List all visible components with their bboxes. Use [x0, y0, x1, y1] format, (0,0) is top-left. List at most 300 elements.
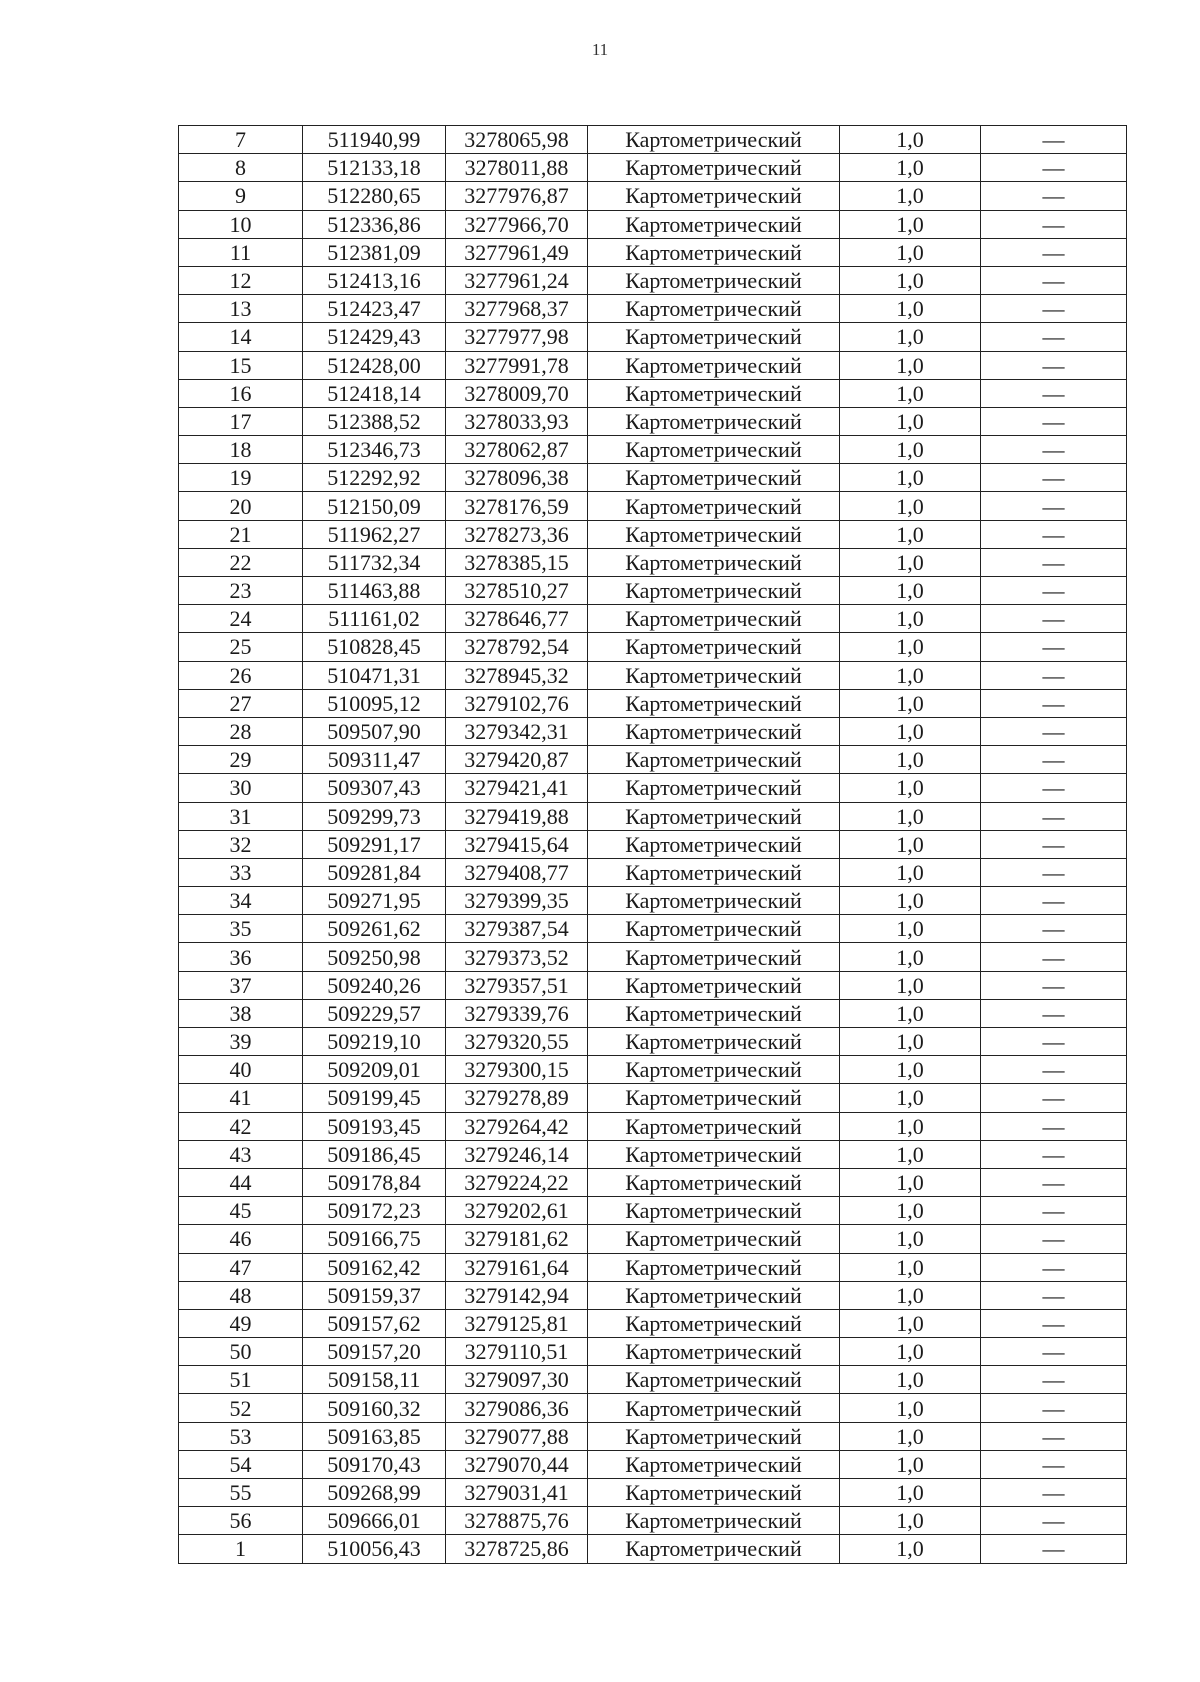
y-coordinate-cell: 3279342,31 [446, 717, 588, 745]
note-cell: — [981, 210, 1127, 238]
point-number-cell: 36 [179, 943, 303, 971]
point-number-cell: 52 [179, 1394, 303, 1422]
method-cell: Картометрический [588, 577, 840, 605]
accuracy-cell: 1,0 [840, 407, 981, 435]
x-coordinate-cell: 509261,62 [303, 915, 446, 943]
method-cell: Картометрический [588, 351, 840, 379]
accuracy-cell: 1,0 [840, 802, 981, 830]
x-coordinate-cell: 509172,23 [303, 1197, 446, 1225]
note-cell: — [981, 858, 1127, 886]
accuracy-cell: 1,0 [840, 746, 981, 774]
method-cell: Картометрический [588, 1309, 840, 1337]
y-coordinate-cell: 3279202,61 [446, 1197, 588, 1225]
y-coordinate-cell: 3278875,76 [446, 1507, 588, 1535]
point-number-cell: 20 [179, 492, 303, 520]
method-cell: Картометрический [588, 520, 840, 548]
accuracy-cell: 1,0 [840, 323, 981, 351]
note-cell: — [981, 689, 1127, 717]
table-row [179, 1309, 1127, 1337]
x-coordinate-cell: 512388,52 [303, 407, 446, 435]
x-coordinate-cell: 509166,75 [303, 1225, 446, 1253]
point-number-cell: 23 [179, 577, 303, 605]
coordinates-table-body [179, 126, 1127, 1564]
x-coordinate-cell: 509291,17 [303, 830, 446, 858]
table-row [179, 464, 1127, 492]
note-cell: — [981, 1028, 1127, 1056]
x-coordinate-cell: 509158,11 [303, 1366, 446, 1394]
method-cell: Картометрический [588, 154, 840, 182]
y-coordinate-cell: 3279264,42 [446, 1112, 588, 1140]
method-cell: Картометрический [588, 1112, 840, 1140]
note-cell: — [981, 802, 1127, 830]
y-coordinate-cell: 3278646,77 [446, 605, 588, 633]
method-cell: Картометрический [588, 999, 840, 1027]
table-row [179, 492, 1127, 520]
table-row [179, 887, 1127, 915]
point-number-cell: 53 [179, 1422, 303, 1450]
note-cell: — [981, 464, 1127, 492]
table-row [179, 520, 1127, 548]
accuracy-cell: 1,0 [840, 1535, 981, 1563]
x-coordinate-cell: 512413,16 [303, 266, 446, 294]
method-cell: Картометрический [588, 689, 840, 717]
method-cell: Картометрический [588, 1450, 840, 1478]
accuracy-cell: 1,0 [840, 1450, 981, 1478]
table-row [179, 238, 1127, 266]
table-row [179, 1168, 1127, 1196]
table-row [179, 1084, 1127, 1112]
y-coordinate-cell: 3279320,55 [446, 1028, 588, 1056]
method-cell: Картометрический [588, 492, 840, 520]
note-cell: — [981, 492, 1127, 520]
table-row [179, 1112, 1127, 1140]
y-coordinate-cell: 3279415,64 [446, 830, 588, 858]
method-cell: Картометрический [588, 1281, 840, 1309]
accuracy-cell: 1,0 [840, 1168, 981, 1196]
y-coordinate-cell: 3277976,87 [446, 182, 588, 210]
point-number-cell: 55 [179, 1479, 303, 1507]
accuracy-cell: 1,0 [840, 182, 981, 210]
y-coordinate-cell: 3278011,88 [446, 154, 588, 182]
table-row [179, 126, 1127, 154]
x-coordinate-cell: 509229,57 [303, 999, 446, 1027]
y-coordinate-cell: 3279387,54 [446, 915, 588, 943]
method-cell: Картометрический [588, 1140, 840, 1168]
note-cell: — [981, 1168, 1127, 1196]
point-number-cell: 28 [179, 717, 303, 745]
note-cell: — [981, 1450, 1127, 1478]
y-coordinate-cell: 3277977,98 [446, 323, 588, 351]
x-coordinate-cell: 512418,14 [303, 379, 446, 407]
table-row [179, 407, 1127, 435]
accuracy-cell: 1,0 [840, 379, 981, 407]
accuracy-cell: 1,0 [840, 943, 981, 971]
method-cell: Картометрический [588, 633, 840, 661]
x-coordinate-cell: 511962,27 [303, 520, 446, 548]
note-cell: — [981, 1479, 1127, 1507]
note-cell: — [981, 1140, 1127, 1168]
point-number-cell: 31 [179, 802, 303, 830]
method-cell: Картометрический [588, 971, 840, 999]
x-coordinate-cell: 509199,45 [303, 1084, 446, 1112]
accuracy-cell: 1,0 [840, 1281, 981, 1309]
y-coordinate-cell: 3279031,41 [446, 1479, 588, 1507]
table-row [179, 266, 1127, 294]
x-coordinate-cell: 512150,09 [303, 492, 446, 520]
point-number-cell: 12 [179, 266, 303, 294]
accuracy-cell: 1,0 [840, 351, 981, 379]
method-cell: Картометрический [588, 436, 840, 464]
x-coordinate-cell: 509170,43 [303, 1450, 446, 1478]
y-coordinate-cell: 3277991,78 [446, 351, 588, 379]
table-row [179, 943, 1127, 971]
x-coordinate-cell: 509311,47 [303, 746, 446, 774]
table-row [179, 1507, 1127, 1535]
table-row [179, 1535, 1127, 1563]
x-coordinate-cell: 509163,85 [303, 1422, 446, 1450]
x-coordinate-cell: 509666,01 [303, 1507, 446, 1535]
table-row [179, 1338, 1127, 1366]
method-cell: Картометрический [588, 858, 840, 886]
point-number-cell: 47 [179, 1253, 303, 1281]
x-coordinate-cell: 510095,12 [303, 689, 446, 717]
y-coordinate-cell: 3279110,51 [446, 1338, 588, 1366]
table-row [179, 1253, 1127, 1281]
y-coordinate-cell: 3279097,30 [446, 1366, 588, 1394]
note-cell: — [981, 182, 1127, 210]
table-row [179, 182, 1127, 210]
method-cell: Картометрический [588, 1422, 840, 1450]
x-coordinate-cell: 511161,02 [303, 605, 446, 633]
x-coordinate-cell: 511732,34 [303, 548, 446, 576]
point-number-cell: 10 [179, 210, 303, 238]
note-cell: — [981, 1084, 1127, 1112]
note-cell: — [981, 1281, 1127, 1309]
accuracy-cell: 1,0 [840, 999, 981, 1027]
x-coordinate-cell: 512346,73 [303, 436, 446, 464]
note-cell: — [981, 351, 1127, 379]
x-coordinate-cell: 510828,45 [303, 633, 446, 661]
y-coordinate-cell: 3279399,35 [446, 887, 588, 915]
accuracy-cell: 1,0 [840, 1028, 981, 1056]
accuracy-cell: 1,0 [840, 1056, 981, 1084]
y-coordinate-cell: 3279161,64 [446, 1253, 588, 1281]
accuracy-cell: 1,0 [840, 1366, 981, 1394]
accuracy-cell: 1,0 [840, 605, 981, 633]
accuracy-cell: 1,0 [840, 1422, 981, 1450]
point-number-cell: 46 [179, 1225, 303, 1253]
y-coordinate-cell: 3278385,15 [446, 548, 588, 576]
note-cell: — [981, 1112, 1127, 1140]
accuracy-cell: 1,0 [840, 1084, 981, 1112]
point-number-cell: 30 [179, 774, 303, 802]
note-cell: — [981, 1225, 1127, 1253]
method-cell: Картометрический [588, 717, 840, 745]
note-cell: — [981, 661, 1127, 689]
x-coordinate-cell: 512423,47 [303, 295, 446, 323]
table-row [179, 1197, 1127, 1225]
table-row [179, 746, 1127, 774]
x-coordinate-cell: 509159,37 [303, 1281, 446, 1309]
point-number-cell: 18 [179, 436, 303, 464]
table-row [179, 1422, 1127, 1450]
y-coordinate-cell: 3279224,22 [446, 1168, 588, 1196]
table-row [179, 858, 1127, 886]
point-number-cell: 40 [179, 1056, 303, 1084]
y-coordinate-cell: 3279300,15 [446, 1056, 588, 1084]
method-cell: Картометрический [588, 182, 840, 210]
x-coordinate-cell: 512336,86 [303, 210, 446, 238]
y-coordinate-cell: 3278725,86 [446, 1535, 588, 1563]
table-row [179, 210, 1127, 238]
y-coordinate-cell: 3278009,70 [446, 379, 588, 407]
point-number-cell: 26 [179, 661, 303, 689]
point-number-cell: 22 [179, 548, 303, 576]
point-number-cell: 38 [179, 999, 303, 1027]
accuracy-cell: 1,0 [840, 154, 981, 182]
note-cell: — [981, 1366, 1127, 1394]
point-number-cell: 39 [179, 1028, 303, 1056]
note-cell: — [981, 238, 1127, 266]
table-row [179, 830, 1127, 858]
point-number-cell: 24 [179, 605, 303, 633]
x-coordinate-cell: 509186,45 [303, 1140, 446, 1168]
page-number: 11 [591, 40, 609, 59]
method-cell: Картометрический [588, 266, 840, 294]
method-cell: Картометрический [588, 1056, 840, 1084]
point-number-cell: 49 [179, 1309, 303, 1337]
x-coordinate-cell: 510056,43 [303, 1535, 446, 1563]
y-coordinate-cell: 3278945,32 [446, 661, 588, 689]
table-row [179, 915, 1127, 943]
note-cell: — [981, 1535, 1127, 1563]
x-coordinate-cell: 512133,18 [303, 154, 446, 182]
note-cell: — [981, 943, 1127, 971]
y-coordinate-cell: 3279339,76 [446, 999, 588, 1027]
point-number-cell: 50 [179, 1338, 303, 1366]
accuracy-cell: 1,0 [840, 464, 981, 492]
accuracy-cell: 1,0 [840, 1225, 981, 1253]
accuracy-cell: 1,0 [840, 210, 981, 238]
note-cell: — [981, 971, 1127, 999]
table-row [179, 1225, 1127, 1253]
method-cell: Картометрический [588, 605, 840, 633]
table-row [179, 971, 1127, 999]
x-coordinate-cell: 509507,90 [303, 717, 446, 745]
point-number-cell: 17 [179, 407, 303, 435]
accuracy-cell: 1,0 [840, 266, 981, 294]
y-coordinate-cell: 3279142,94 [446, 1281, 588, 1309]
point-number-cell: 56 [179, 1507, 303, 1535]
method-cell: Картометрический [588, 1394, 840, 1422]
table-row [179, 717, 1127, 745]
point-number-cell: 48 [179, 1281, 303, 1309]
table-row [179, 661, 1127, 689]
note-cell: — [981, 633, 1127, 661]
method-cell: Картометрический [588, 464, 840, 492]
y-coordinate-cell: 3278096,38 [446, 464, 588, 492]
accuracy-cell: 1,0 [840, 689, 981, 717]
y-coordinate-cell: 3279077,88 [446, 1422, 588, 1450]
x-coordinate-cell: 509240,26 [303, 971, 446, 999]
method-cell: Картометрический [588, 915, 840, 943]
note-cell: — [981, 1394, 1127, 1422]
accuracy-cell: 1,0 [840, 887, 981, 915]
point-number-cell: 35 [179, 915, 303, 943]
y-coordinate-cell: 3278065,98 [446, 126, 588, 154]
table-row [179, 351, 1127, 379]
method-cell: Картометрический [588, 1225, 840, 1253]
accuracy-cell: 1,0 [840, 1338, 981, 1366]
accuracy-cell: 1,0 [840, 774, 981, 802]
y-coordinate-cell: 3278792,54 [446, 633, 588, 661]
method-cell: Картометрический [588, 1366, 840, 1394]
coordinates-table [178, 125, 1127, 1564]
y-coordinate-cell: 3279070,44 [446, 1450, 588, 1478]
method-cell: Картометрический [588, 802, 840, 830]
x-coordinate-cell: 512280,65 [303, 182, 446, 210]
accuracy-cell: 1,0 [840, 858, 981, 886]
point-number-cell: 41 [179, 1084, 303, 1112]
y-coordinate-cell: 3278062,87 [446, 436, 588, 464]
method-cell: Картометрический [588, 1338, 840, 1366]
y-coordinate-cell: 3279102,76 [446, 689, 588, 717]
y-coordinate-cell: 3278510,27 [446, 577, 588, 605]
method-cell: Картометрический [588, 1253, 840, 1281]
point-number-cell: 37 [179, 971, 303, 999]
table-row [179, 436, 1127, 464]
method-cell: Картометрический [588, 1168, 840, 1196]
x-coordinate-cell: 512381,09 [303, 238, 446, 266]
method-cell: Картометрический [588, 323, 840, 351]
x-coordinate-cell: 509162,42 [303, 1253, 446, 1281]
x-coordinate-cell: 509157,20 [303, 1338, 446, 1366]
note-cell: — [981, 605, 1127, 633]
table-row [179, 774, 1127, 802]
accuracy-cell: 1,0 [840, 1507, 981, 1535]
accuracy-cell: 1,0 [840, 830, 981, 858]
accuracy-cell: 1,0 [840, 492, 981, 520]
note-cell: — [981, 746, 1127, 774]
x-coordinate-cell: 509307,43 [303, 774, 446, 802]
note-cell: — [981, 379, 1127, 407]
point-number-cell: 21 [179, 520, 303, 548]
x-coordinate-cell: 512429,43 [303, 323, 446, 351]
point-number-cell: 42 [179, 1112, 303, 1140]
y-coordinate-cell: 3279420,87 [446, 746, 588, 774]
accuracy-cell: 1,0 [840, 548, 981, 576]
y-coordinate-cell: 3279419,88 [446, 802, 588, 830]
x-coordinate-cell: 509299,73 [303, 802, 446, 830]
table-row [179, 1056, 1127, 1084]
note-cell: — [981, 887, 1127, 915]
y-coordinate-cell: 3278273,36 [446, 520, 588, 548]
x-coordinate-cell: 511940,99 [303, 126, 446, 154]
point-number-cell: 54 [179, 1450, 303, 1478]
x-coordinate-cell: 509209,01 [303, 1056, 446, 1084]
table-row [179, 1140, 1127, 1168]
method-cell: Картометрический [588, 548, 840, 576]
x-coordinate-cell: 512292,92 [303, 464, 446, 492]
note-cell: — [981, 154, 1127, 182]
method-cell: Картометрический [588, 830, 840, 858]
table-row [179, 689, 1127, 717]
accuracy-cell: 1,0 [840, 126, 981, 154]
method-cell: Картометрический [588, 238, 840, 266]
table-row [179, 1450, 1127, 1478]
table-row [179, 802, 1127, 830]
x-coordinate-cell: 509268,99 [303, 1479, 446, 1507]
accuracy-cell: 1,0 [840, 1197, 981, 1225]
accuracy-cell: 1,0 [840, 295, 981, 323]
y-coordinate-cell: 3277968,37 [446, 295, 588, 323]
method-cell: Картометрический [588, 210, 840, 238]
accuracy-cell: 1,0 [840, 1309, 981, 1337]
table-row [179, 1366, 1127, 1394]
y-coordinate-cell: 3279421,41 [446, 774, 588, 802]
accuracy-cell: 1,0 [840, 436, 981, 464]
y-coordinate-cell: 3277966,70 [446, 210, 588, 238]
note-cell: — [981, 407, 1127, 435]
accuracy-cell: 1,0 [840, 971, 981, 999]
x-coordinate-cell: 512428,00 [303, 351, 446, 379]
method-cell: Картометрический [588, 295, 840, 323]
accuracy-cell: 1,0 [840, 238, 981, 266]
note-cell: — [981, 915, 1127, 943]
point-number-cell: 33 [179, 858, 303, 886]
note-cell: — [981, 1253, 1127, 1281]
point-number-cell: 51 [179, 1366, 303, 1394]
point-number-cell: 13 [179, 295, 303, 323]
method-cell: Картометрический [588, 1535, 840, 1563]
accuracy-cell: 1,0 [840, 1112, 981, 1140]
method-cell: Картометрический [588, 126, 840, 154]
y-coordinate-cell: 3277961,24 [446, 266, 588, 294]
point-number-cell: 44 [179, 1168, 303, 1196]
note-cell: — [981, 548, 1127, 576]
x-coordinate-cell: 509271,95 [303, 887, 446, 915]
x-coordinate-cell: 509160,32 [303, 1394, 446, 1422]
table-row [179, 633, 1127, 661]
accuracy-cell: 1,0 [840, 577, 981, 605]
note-cell: — [981, 436, 1127, 464]
accuracy-cell: 1,0 [840, 1394, 981, 1422]
table-row [179, 605, 1127, 633]
y-coordinate-cell: 3278176,59 [446, 492, 588, 520]
method-cell: Картометрический [588, 1028, 840, 1056]
point-number-cell: 8 [179, 154, 303, 182]
method-cell: Картометрический [588, 774, 840, 802]
note-cell: — [981, 1338, 1127, 1366]
point-number-cell: 19 [179, 464, 303, 492]
method-cell: Картометрический [588, 1507, 840, 1535]
accuracy-cell: 1,0 [840, 1253, 981, 1281]
method-cell: Картометрический [588, 1084, 840, 1112]
point-number-cell: 11 [179, 238, 303, 266]
x-coordinate-cell: 510471,31 [303, 661, 446, 689]
table-row [179, 548, 1127, 576]
y-coordinate-cell: 3278033,93 [446, 407, 588, 435]
point-number-cell: 25 [179, 633, 303, 661]
x-coordinate-cell: 509193,45 [303, 1112, 446, 1140]
point-number-cell: 27 [179, 689, 303, 717]
y-coordinate-cell: 3279086,36 [446, 1394, 588, 1422]
method-cell: Картометрический [588, 943, 840, 971]
table-row [179, 1028, 1127, 1056]
point-number-cell: 29 [179, 746, 303, 774]
note-cell: — [981, 266, 1127, 294]
note-cell: — [981, 1309, 1127, 1337]
